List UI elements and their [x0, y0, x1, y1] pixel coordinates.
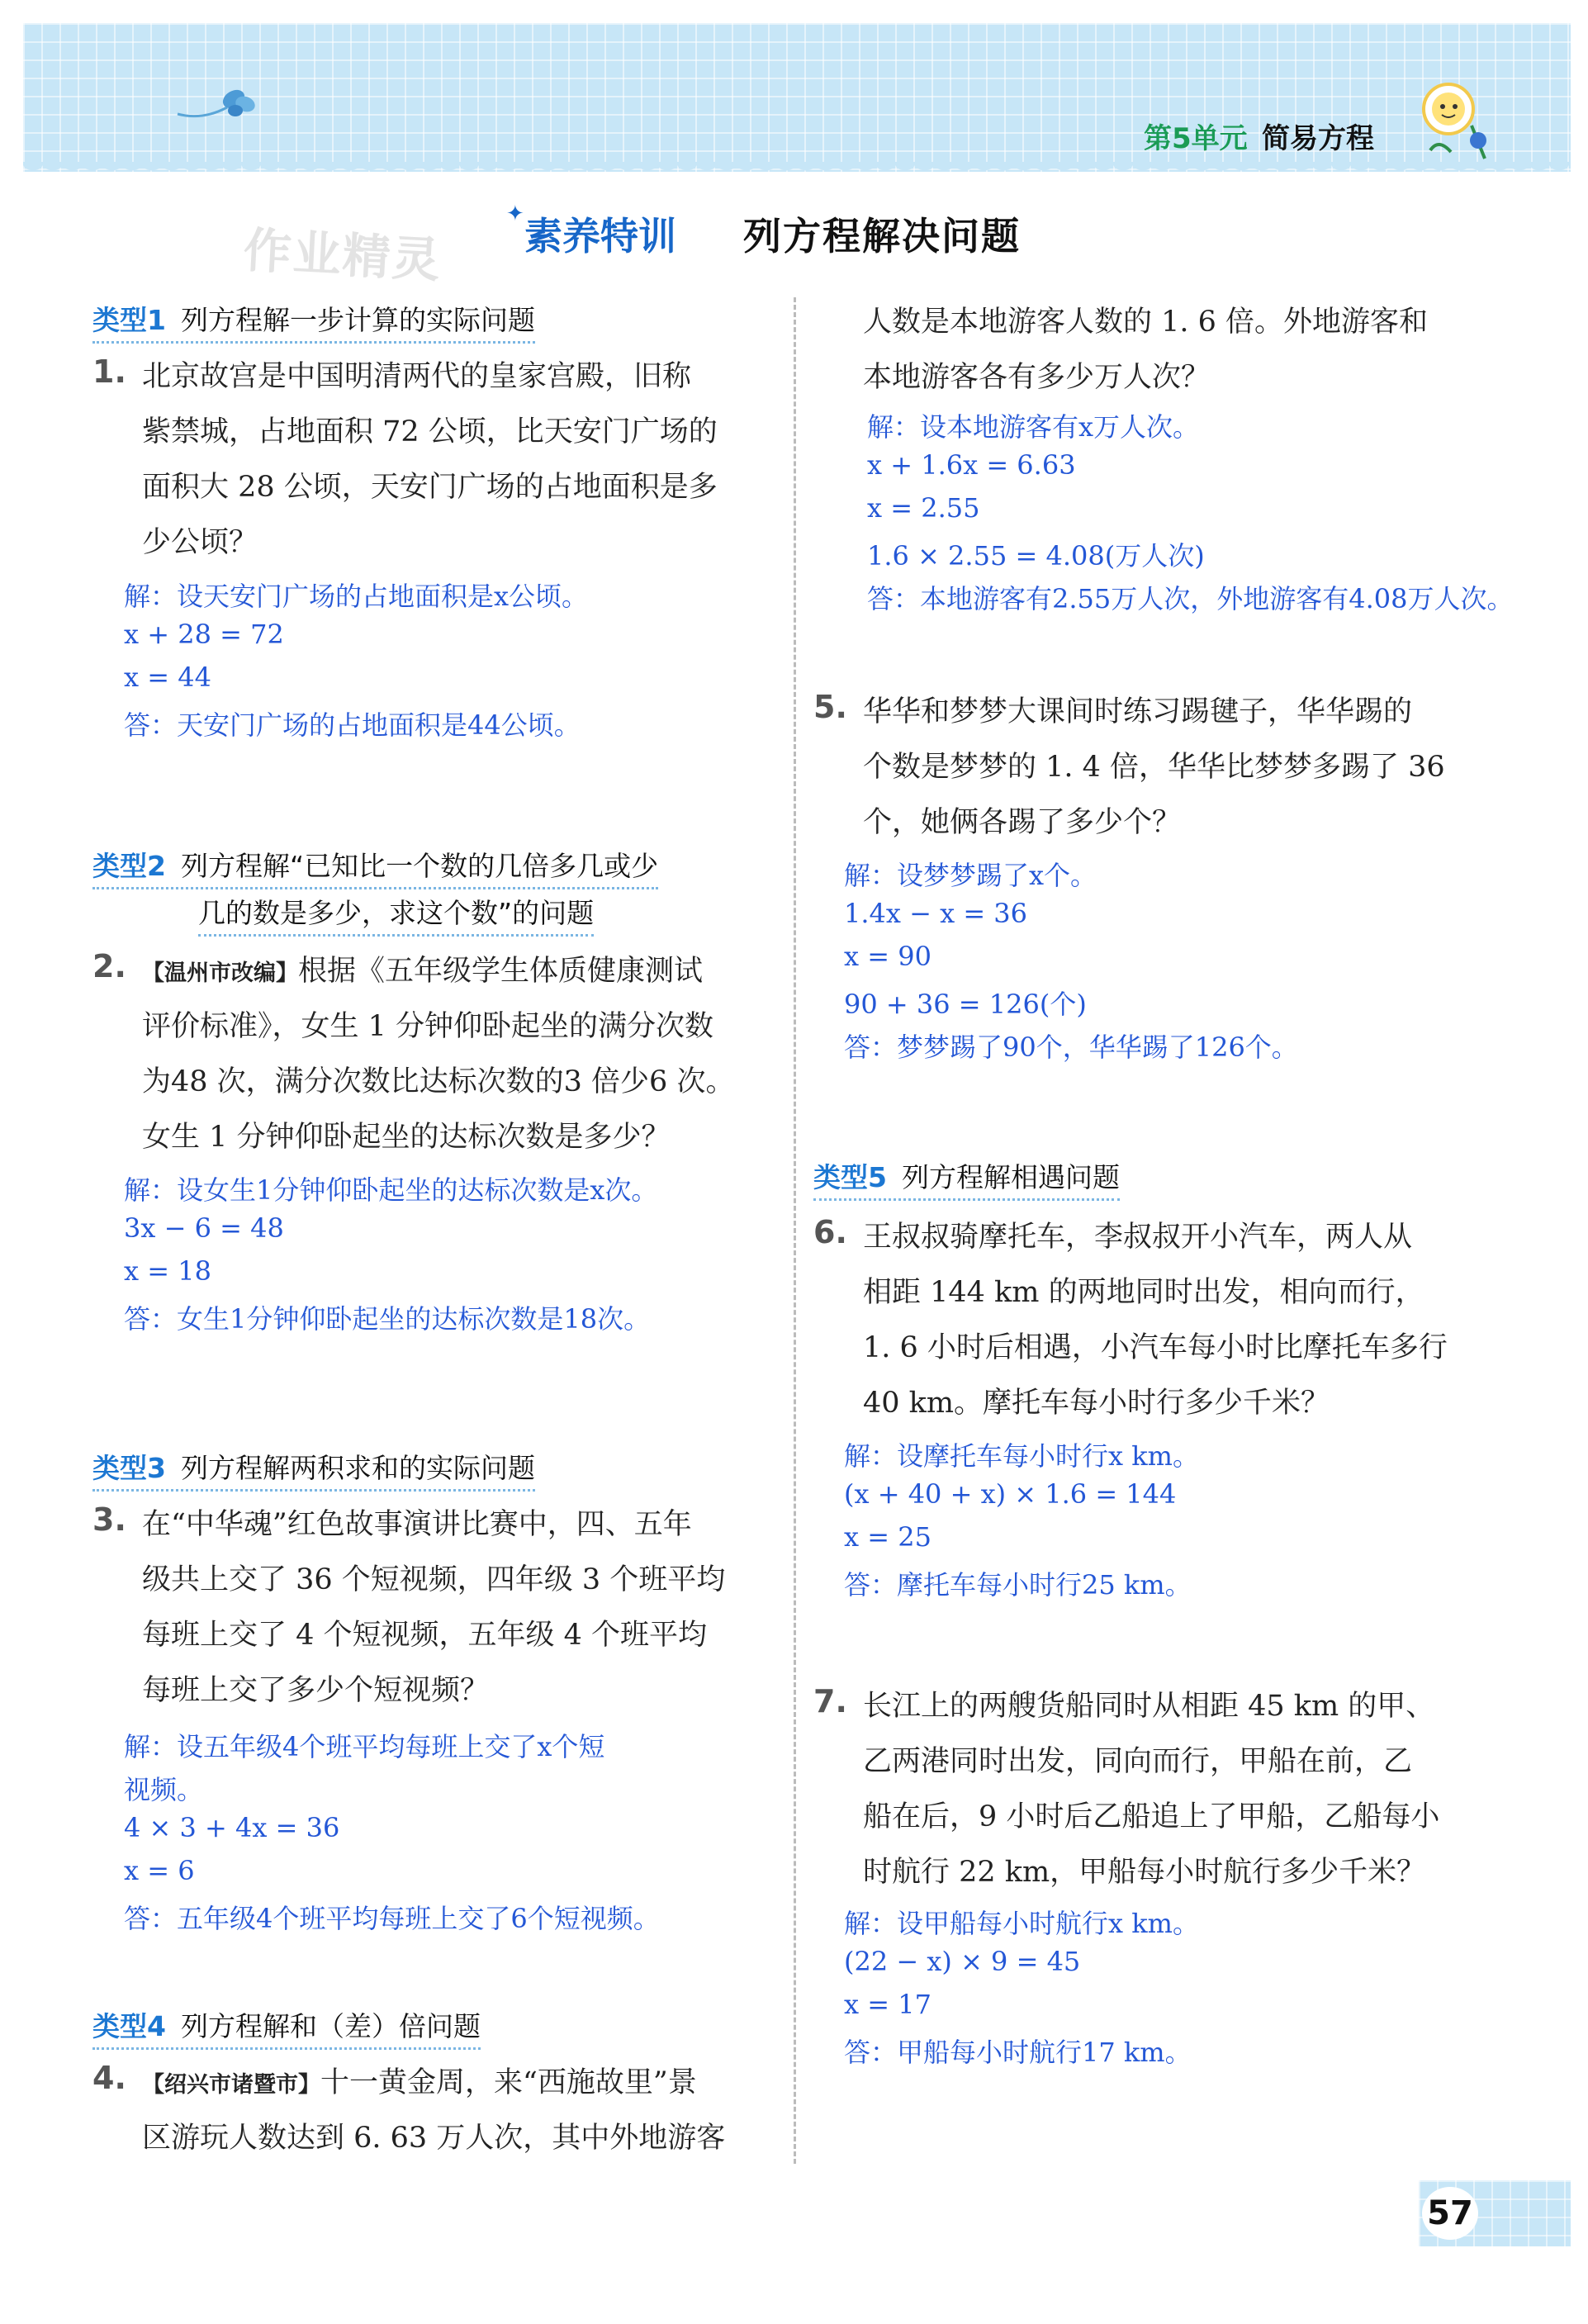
answer-line: x = 18 — [124, 1255, 211, 1287]
type-text: 列方程解两积求和的实际问题 — [180, 1452, 535, 1484]
answer-line: 解：设本地游客有x万人次。 — [867, 411, 1200, 443]
type-text: 列方程解和（差）倍问题 — [180, 2010, 481, 2042]
problem-text: 相距 144 km 的两地同时出发，相向而行， — [863, 1276, 1424, 1309]
answer-line: 答：本地游客有2.55万人次，外地游客有4.08万人次。 — [867, 583, 1514, 614]
problem-source: 【温州市改编】 — [142, 960, 298, 986]
problem-text: 华华和梦梦大课间时练习踢毽子，华华踢的 — [863, 695, 1413, 728]
answer-line: 答：女生1分钟仰卧起坐的达标次数是18次。 — [124, 1303, 651, 1335]
answer-line: x + 28 = 72 — [124, 619, 284, 650]
problem-text: 在“中华魂”红色故事演讲比赛中，四、五年 — [142, 1508, 692, 1541]
answer-line: x = 90 — [844, 941, 931, 972]
type-heading-1 — [92, 299, 535, 344]
answer-line: x = 2.55 — [867, 492, 980, 524]
answer-line: 3x − 6 = 48 — [124, 1212, 284, 1244]
page-title: 列方程解决问题 — [743, 214, 1021, 258]
problem-number: 5. — [813, 689, 847, 725]
problem-text: 【温州市改编】根据《五年级学生体质健康测试 — [142, 955, 704, 988]
problem-text: 时航行 22 km，甲船每小时航行多少千米？ — [863, 1856, 1426, 1889]
problem-number: 3. — [92, 1501, 126, 1538]
answer-line: x = 44 — [124, 662, 211, 693]
butterfly-icon — [169, 74, 268, 132]
type-heading-5 — [813, 1156, 1120, 1201]
problem-text: 人数是本地游客人数的 1. 6 倍。外地游客和 — [863, 306, 1429, 339]
answer-line: 4 × 3 + 4x = 36 — [124, 1812, 340, 1843]
answer-line: x + 1.6x = 6.63 — [867, 449, 1076, 481]
type-heading-2-cont: 几的数是多少，求这个数”的问题 — [198, 892, 594, 937]
problem-text: 1. 6 小时后相遇，小汽车每小时比摩托车多行 — [863, 1331, 1448, 1364]
sunflower-icon — [1414, 76, 1496, 167]
problem-number: 1. — [92, 353, 126, 390]
problem-number: 2. — [92, 948, 126, 984]
problem-text: 北京故宫是中国明清两代的皇家宫殿，旧称 — [142, 360, 692, 393]
answer-line: 90 + 36 = 126(个) — [844, 989, 1087, 1020]
type-text: 列方程解“已知比一个数的几倍多几或少 — [180, 850, 659, 882]
problem-number: 4. — [92, 2060, 126, 2096]
answer-line: 解：设女生1分钟仰卧起坐的达标次数是x次。 — [124, 1174, 658, 1206]
problem-text: 面积大 28 公顷，天安门广场的占地面积是多 — [142, 471, 718, 504]
answer-line: 1.4x − x = 36 — [844, 898, 1028, 929]
answer-line: x = 6 — [124, 1855, 195, 1886]
problem-text: 为48 次，满分次数比达标次数的3 倍少6 次。 — [142, 1065, 735, 1098]
answer-line: (x + 40 + x) × 1.6 = 144 — [844, 1478, 1177, 1510]
answer-line: 解：设甲船每小时航行x km。 — [844, 1908, 1199, 1939]
problem-text: 每班上交了 4 个短视频，五年级 4 个班平均 — [142, 1619, 708, 1652]
watermark: 作业精灵 — [242, 221, 443, 289]
problem-text: 个数是梦梦的 1. 4 倍，华华比梦梦多踢了 36 — [863, 751, 1445, 784]
answer-line: 答：甲船每小时航行17 km。 — [844, 2037, 1192, 2068]
problem-text: 船在后，9 小时后乙船追上了甲船，乙船每小 — [863, 1800, 1440, 1833]
problem-number: 6. — [813, 1214, 847, 1250]
type-text: 列方程解一步计算的实际问题 — [180, 304, 535, 336]
answer-line: 视频。 — [124, 1774, 204, 1805]
type-text: 列方程解相遇问题 — [901, 1161, 1120, 1193]
type-heading-4 — [92, 2005, 481, 2050]
answer-line: x = 25 — [844, 1521, 931, 1553]
problem-source: 【绍兴市诸暨市】 — [142, 2072, 320, 2098]
type-label: 类型3 — [92, 1452, 166, 1484]
problem-text: 女生 1 分钟仰卧起坐的达标次数是多少？ — [142, 1121, 671, 1154]
answer-line: 答：摩托车每小时行25 km。 — [844, 1569, 1192, 1601]
page-number: 57 — [1422, 2187, 1478, 2240]
problem-text: 每班上交了多少个短视频？ — [142, 1674, 490, 1707]
answer-line: 解：设天安门广场的占地面积是x公顷。 — [124, 581, 589, 612]
problem-text: 本地游客各有多少万人次？ — [863, 361, 1211, 394]
answer-line: 答：五年级4个班平均每班上交了6个短视频。 — [124, 1903, 660, 1934]
unit-title: 简易方程 — [1262, 122, 1374, 155]
header-wave-edge — [23, 162, 1571, 182]
answer-line: x = 17 — [844, 1989, 931, 2020]
answer-line: 答：天安门广场的占地面积是44公顷。 — [124, 709, 581, 741]
type-label: 类型1 — [92, 304, 166, 336]
section-tag: ✦ 素养特训 — [524, 206, 676, 261]
type-label: 类型5 — [813, 1161, 887, 1193]
answer-line: 答：梦梦踢了90个，华华踢了126个。 — [844, 1032, 1298, 1063]
answer-line: 1.6 × 2.55 = 4.08(万人次) — [867, 540, 1205, 572]
column-divider — [794, 297, 796, 2164]
type-label: 类型2 — [92, 850, 166, 882]
problem-text: 个，她俩各踢了多少个？ — [863, 806, 1182, 839]
problem-text: 40 km。摩托车每小时行多少千米？ — [863, 1387, 1330, 1420]
problem-number: 7. — [813, 1683, 847, 1719]
answer-line: (22 − x) × 9 = 45 — [844, 1946, 1081, 1977]
problem-text: 级共上交了 36 个短视频，四年级 3 个班平均 — [142, 1563, 726, 1596]
problem-text: 王叔叔骑摩托车，李叔叔开小汽车，两人从 — [863, 1221, 1413, 1254]
problem-text: 紫禁城，占地面积 72 公顷，比天安门广场的 — [142, 415, 718, 448]
unit-label: 第5单元 — [1144, 122, 1248, 155]
answer-line: 解：设五年级4个班平均每班上交了x个短 — [124, 1731, 605, 1762]
type-heading-2 — [92, 845, 658, 889]
problem-text: 长江上的两艘货船同时从相距 45 km 的甲、 — [863, 1690, 1435, 1723]
problem-text: 评价标准》，女生 1 分钟仰卧起坐的满分次数 — [142, 1010, 714, 1043]
problem-text: 区游玩人数达到 6. 63 万人次，其中外地游客 — [142, 2122, 726, 2155]
type-label: 类型4 — [92, 2010, 166, 2042]
answer-line: 解：设摩托车每小时行x km。 — [844, 1440, 1199, 1472]
problem-text: 【绍兴市诸暨市】十一黄金周，来“西施故里”景 — [142, 2066, 697, 2099]
type-heading-3 — [92, 1447, 535, 1492]
problem-text: 乙两港同时出发，同向而行，甲船在前，乙 — [863, 1745, 1413, 1778]
answer-line: 解：设梦梦踢了x个。 — [844, 860, 1097, 891]
problem-text: 少公顷？ — [142, 526, 258, 559]
